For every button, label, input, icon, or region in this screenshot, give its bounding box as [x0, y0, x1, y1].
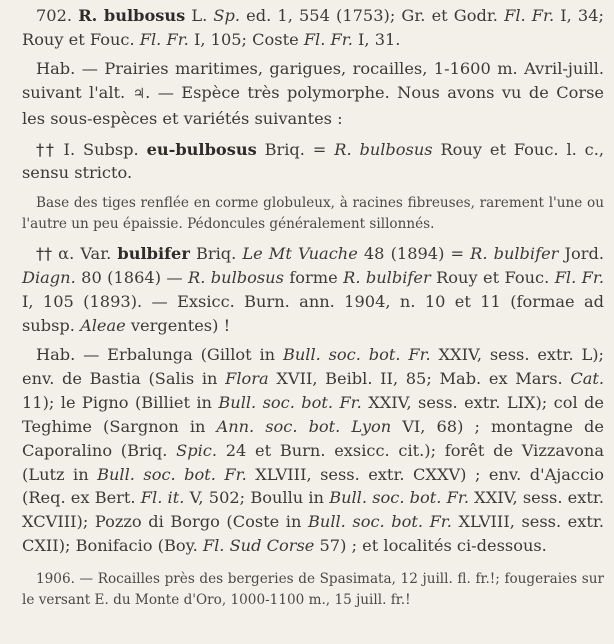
- collection-record: 1906. — Rocailles près des bergeries de Spasimata, 12 juill. fl. fr.!; fougeraies sur le versant E. du Monte d'Oro, 1000-1100 m., 15 juill. fr.!: [22, 571, 604, 608]
- subspecies-heading: †† I. Subsp. eu-bulbosus Briq. = R. bulbosus Rouy et Fouc. l. c., sensu stricto.: [22, 139, 605, 183]
- habitat-paragraph: Hab. — Prairies maritimes, garigues, rocailles, 1-1600 m. Avril-juill. suivant l'alt. ♃. — Espèce très polymorphe. Nous avons vu de Corse les sous-espèces et variétés suivantes :: [22, 58, 604, 128]
- variety-name: bulbifer: [117, 244, 190, 264]
- species-name: R. bulbosus: [78, 6, 186, 25]
- species-number: 702.: [36, 6, 73, 25]
- locality-paragraph: Hab. — Erbalunga (Gillot in Bull. soc. bot. Fr. XXIV, sess. extr. L); env. de Bastia (Salis in Flora XVII, Beibl. II, 85; Mab. ex Mars. Cat. 11); le Pigno (Billiet in Bull. soc. bot. Fr. XXIV, sess. extr. LIX); col de Teghime (Sargnon in Ann. soc. bot. Lyon VI, 68) ; montagne de Caporalino (Briq. Spic. 24 et Burn. exsicc. cit.); forêt de Vizzavona (Lutz in Bull. soc. bot. Fr. XLVIII, sess. extr. CXXV) ; env. d'Ajaccio (Req. ex Bert. Fl. it. V, 502; Boullu in Bull. soc. bot. Fr. XXIV, sess. extr. XCVIII); Pozzo di Borgo (Coste in Bull. soc. bot. Fr. XLVIII, sess. extr. CXII); Bonifacio (Boy. Fl. Sud Corse 57) ; et localités ci-dessous.: [22, 344, 605, 556]
- species-entry: 702. R. bulbosus L. Sp. ed. 1, 554 (1753); Gr. et Godr. Fl. Fr. I, 34; Rouy et Fouc. Fl. Fr. I, 105; Coste Fl. Fr. I, 31.: [22, 6, 604, 49]
- perennial-symbol-icon: ♃: [132, 85, 146, 102]
- dagger-icon: ††: [36, 244, 53, 264]
- variety-heading: †† α. Var. bulbifer Briq. Le Mt Vuache 48 (1894) = R. bulbifer Jord. Diagn. 80 (1864) — R. bulbosus forme R. bulbifer Rouy et Fouc. Fl. Fr. I, 105 (1893). — Exsicc. Burn. ann. 1904, n. 10 et 11 (formae ad subsp. Aleae vergentes) !: [22, 244, 604, 336]
- subspecies-name: eu-bulbosus: [146, 139, 257, 159]
- subspecies-description: Base des tiges renflée en corme globuleux, à racines fibreuses, rarement l'une ou l'autre un peu épaissie. Pédoncules généralement sillonnés.: [22, 195, 604, 232]
- dagger-icon: ††: [36, 139, 56, 159]
